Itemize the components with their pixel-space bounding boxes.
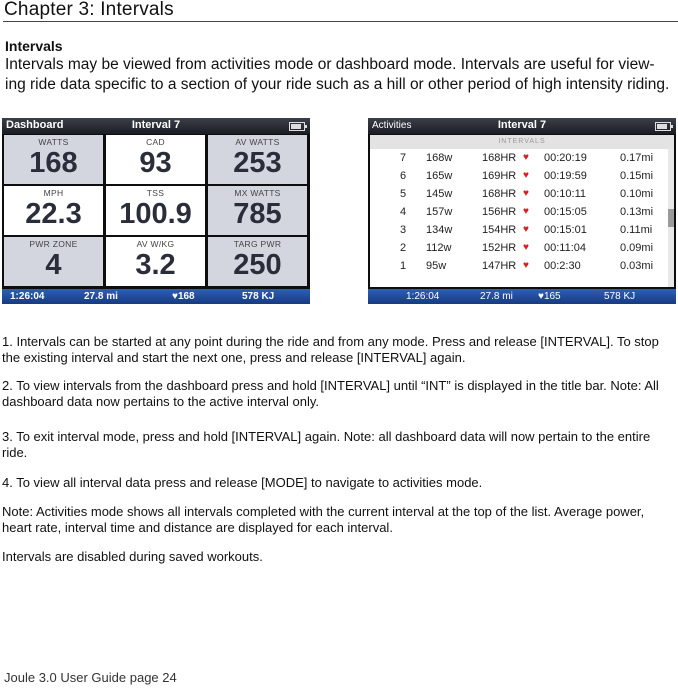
interval-watts: 168w (426, 152, 453, 164)
cell-label: TARG PWR (233, 239, 282, 249)
cell-value: 93 (139, 147, 172, 179)
energy: 578 KJ (604, 291, 636, 302)
cell-label: WATTS (38, 137, 69, 147)
interval-time: 00:15:05 (544, 206, 587, 218)
interval-number: 7 (400, 152, 407, 164)
interval-watts: 95w (426, 260, 447, 272)
list-item (370, 257, 674, 275)
interval-distance: 0.13mi (620, 206, 654, 218)
cell-label: TSS (146, 188, 165, 198)
cell-value: 4 (45, 249, 62, 281)
heart-icon: ♥ (523, 170, 529, 181)
dashboard-cell (106, 186, 205, 235)
list-subheader: INTERVALS (370, 135, 674, 149)
activities-status-bar (368, 289, 676, 304)
interval-time: 00:20:19 (544, 152, 587, 164)
cell-label: MPH (43, 188, 64, 198)
interval-distance: 0.15mi (620, 170, 654, 182)
interval-watts: 134w (426, 224, 453, 236)
heart-rate (538, 291, 561, 302)
list-item (370, 167, 674, 185)
chapter-title: Chapter 3: Intervals (4, 0, 174, 20)
battery-icon (289, 122, 305, 131)
interval-watts: 112w (426, 242, 452, 254)
step-1: 1. Intervals can be started at any point during the ride and from any mode. Press and release [INTERVAL]. To stop the existing interval and start the next one, press and release [INTERVAL] again. (2, 334, 659, 365)
title-rule (3, 21, 678, 22)
interval-watts: 145w (426, 188, 453, 200)
interval-hr: 168HR (482, 188, 517, 200)
activities-title-bar (368, 118, 676, 134)
step-3: 3. To exit interval mode, press and hold [INTERVAL] again. Note: all dashboard data will now pertain to the entire ride. (2, 429, 651, 460)
dashboard-cell (208, 237, 307, 286)
interval-distance: 0.09mi (620, 242, 654, 254)
dashboard-screen (2, 118, 310, 304)
interval-distance: 0.17mi (620, 152, 654, 164)
step-2: 2. To view intervals from the dashboard press and hold [INTERVAL] until “INT” is displayed in the title bar. Note: All dashboard data now pertains to the active interval only. (2, 378, 659, 409)
interval-distance: 0.03mi (620, 260, 654, 272)
cell-label: AV W/KG (136, 239, 175, 249)
interval-title: Interval 7 (497, 119, 547, 131)
interval-hr: 169HR (482, 170, 517, 182)
interval-hr: 156HR (482, 206, 517, 218)
interval-number: 2 (400, 242, 407, 254)
dashboard-cell (208, 135, 307, 184)
interval-time: 00:10:11 (544, 188, 587, 200)
dashboard-cell (4, 135, 103, 184)
interval-hr: 147HR (482, 260, 517, 272)
interval-time: 00:15:01 (544, 224, 587, 236)
interval-distance: 0.10mi (620, 188, 654, 200)
dashboard-title-bar (2, 118, 310, 134)
heart-icon: ♥ (172, 291, 178, 302)
cell-value: 168 (29, 147, 78, 179)
closing-note: Intervals are disabled during saved workouts. (2, 549, 263, 564)
dashboard-cell (106, 237, 205, 286)
dashboard-cell (208, 186, 307, 235)
cell-value: 785 (233, 198, 282, 230)
heart-rate (172, 291, 195, 302)
interval-time: 00:11:04 (544, 242, 587, 254)
cell-label: AV WATTS (235, 137, 280, 147)
ride-time: 1:26:04 (10, 291, 45, 302)
intro-paragraph: Intervals may be viewed from activities mode or dashboard mode. Intervals are useful for view-ing ride data specific to a section of your ride such as a hill or other period of high intensity riding. (5, 56, 670, 93)
heart-icon: ♥ (523, 224, 529, 235)
dashboard-cell (4, 237, 103, 286)
dashboard-title: Dashboard (6, 119, 64, 131)
cell-value: 3.2 (135, 249, 176, 281)
activities-title: Activities (372, 120, 412, 131)
cell-value: 253 (233, 147, 282, 179)
interval-time: 00:2:30 (544, 260, 581, 272)
heart-icon: ♥ (523, 152, 529, 163)
interval-number: 4 (400, 206, 407, 218)
interval-hr: 168HR (482, 152, 517, 164)
interval-hr: 154HR (482, 224, 517, 236)
energy: 578 KJ (242, 291, 275, 302)
list-item (370, 185, 674, 203)
interval-time: 00:19:59 (544, 170, 587, 182)
list-item (370, 239, 674, 257)
cell-label: CAD (146, 137, 165, 147)
interval-number: 1 (400, 260, 407, 272)
note-paragraph: Note: Activities mode shows all intervals completed with the current interval at the top of the list. Average power, heart rate, interval time and distance are displayed for each interval. (2, 504, 645, 535)
heart-rate-value: 165 (543, 291, 561, 302)
heart-icon: ♥ (523, 188, 529, 199)
interval-number: 3 (400, 224, 407, 236)
cell-value: 100.9 (119, 198, 192, 230)
interval-number: 5 (400, 188, 407, 200)
interval-watts: 157w (426, 206, 453, 218)
list-item (370, 221, 674, 239)
cell-value: 250 (233, 249, 282, 281)
dashboard-cell (4, 186, 103, 235)
section-heading: Intervals (5, 38, 63, 54)
step-4: 4. To view all interval data press and release [MODE] to navigate to activities mode. (2, 475, 483, 490)
heart-rate-value: 168 (177, 291, 195, 302)
activities-screen (368, 118, 676, 304)
cell-label: PWR ZONE (29, 239, 78, 249)
page-footer: Joule 3.0 User Guide page 24 (4, 670, 177, 685)
heart-icon: ♥ (523, 206, 529, 217)
list-scrollbar (668, 149, 674, 287)
battery-icon (655, 122, 671, 131)
heart-icon: ♥ (523, 260, 529, 271)
ride-distance: 27.8 mi (84, 291, 118, 302)
interval-number: 6 (400, 170, 407, 182)
heart-icon: ♥ (523, 242, 529, 253)
interval-distance: 0.11mi (620, 224, 653, 236)
dashboard-grid (4, 135, 308, 287)
dashboard-cell (106, 135, 205, 184)
interval-watts: 165w (426, 170, 453, 182)
ride-time: 1:26:04 (406, 291, 440, 302)
interval-list (370, 135, 674, 287)
list-item (370, 149, 674, 167)
interval-title: Interval 7 (131, 119, 181, 131)
ride-distance: 27.8 mi (480, 291, 513, 302)
list-item (370, 203, 674, 221)
dashboard-status-bar (2, 289, 310, 304)
heart-icon: ♥ (538, 291, 544, 302)
cell-value: 22.3 (25, 198, 82, 230)
interval-hr: 152HR (482, 242, 517, 254)
cell-label: MX WATTS (234, 188, 281, 198)
